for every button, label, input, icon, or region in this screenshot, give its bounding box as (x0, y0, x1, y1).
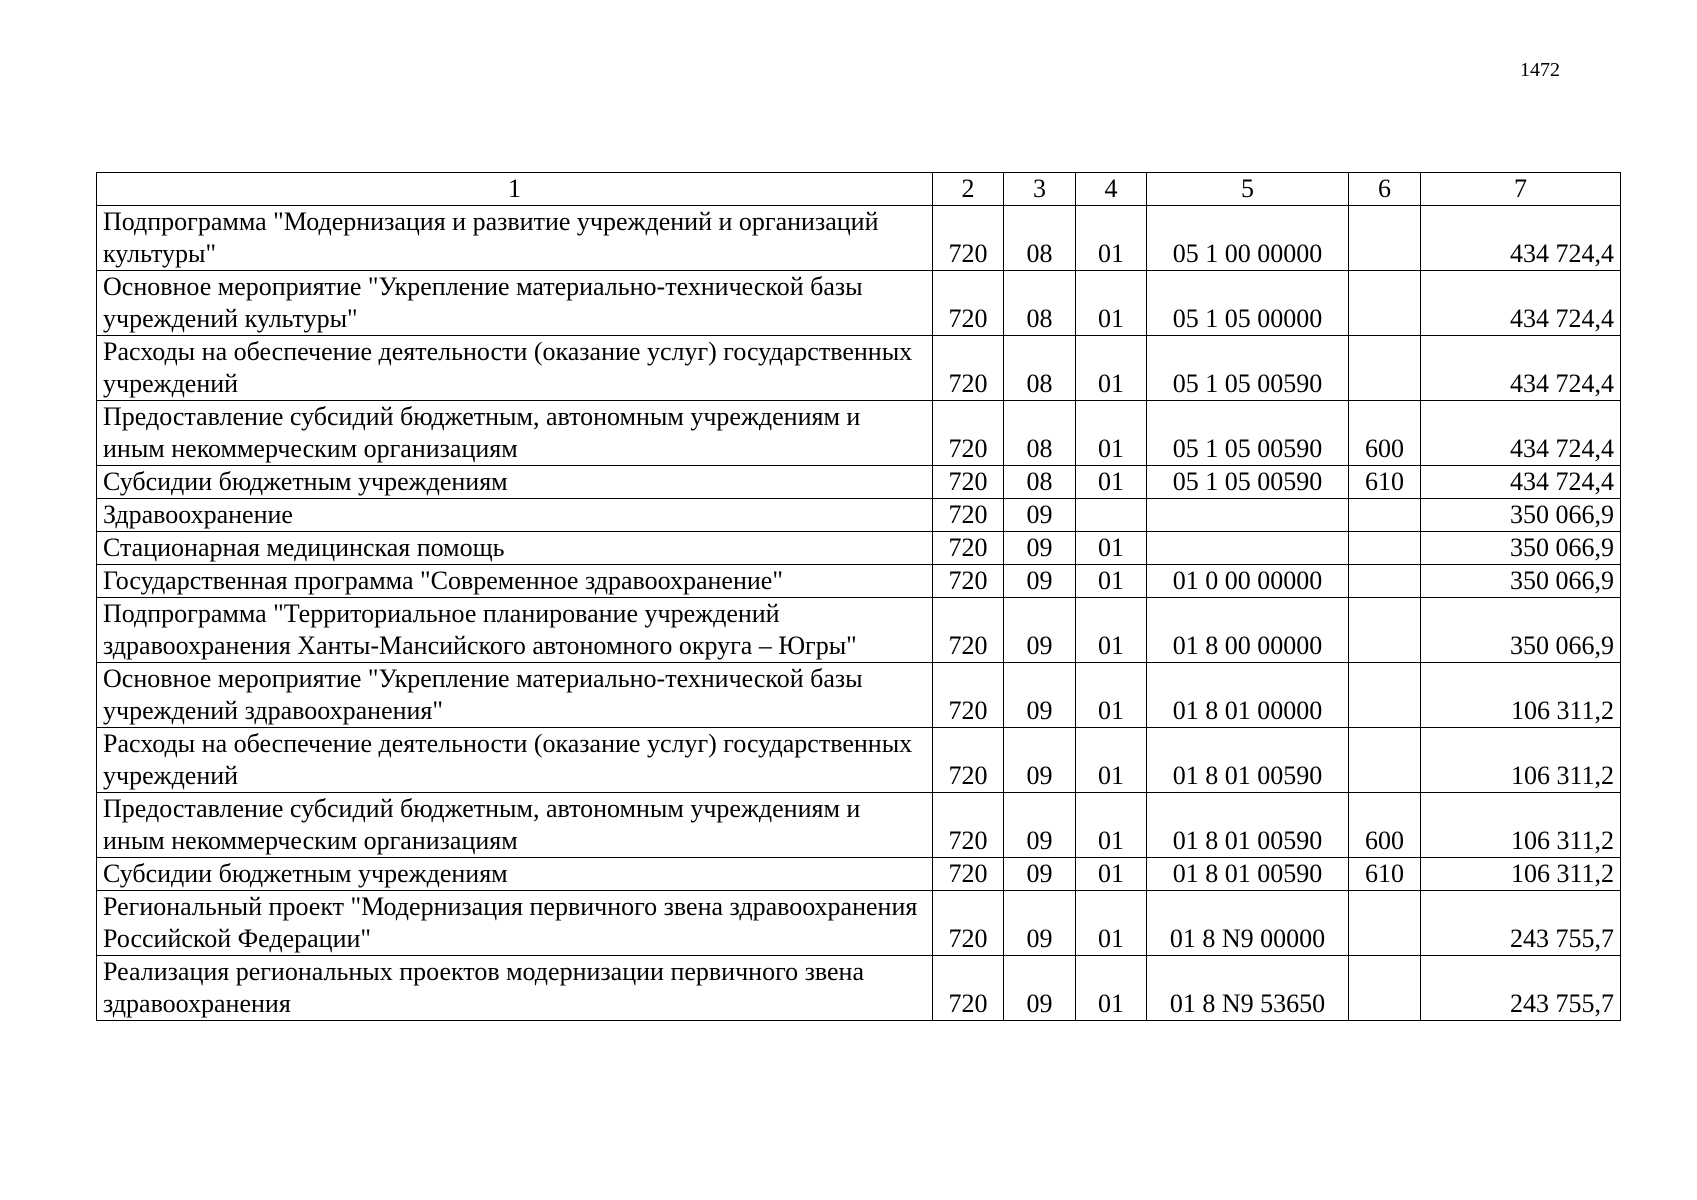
row-col-5 (1147, 499, 1349, 532)
row-amount: 434 724,4 (1421, 206, 1621, 271)
row-amount: 106 311,2 (1421, 663, 1621, 728)
row-amount: 434 724,4 (1421, 466, 1621, 499)
table-row (97, 336, 1621, 401)
row-col-2: 720 (933, 793, 1004, 858)
row-col-5: 01 8 01 00000 (1147, 663, 1349, 728)
row-name: Расходы на обеспечение деятельности (оказание услуг) государственных учреждений (97, 728, 933, 793)
row-col-4: 01 (1076, 891, 1147, 956)
column-header-1: 1 (97, 173, 933, 206)
row-amount: 106 311,2 (1421, 793, 1621, 858)
row-name: Подпрограмма "Территориальное планирование учреждений здравоохранения Ханты-Мансийского автономного округа – Югры" (97, 598, 933, 663)
table-row (97, 466, 1621, 499)
row-name: Здравоохранение (97, 499, 933, 532)
row-col-6: 600 (1349, 793, 1421, 858)
row-col-4: 01 (1076, 793, 1147, 858)
row-col-2: 720 (933, 598, 1004, 663)
row-name: Предоставление субсидий бюджетным, автономным учреждениям и иным некоммерческим организациям (97, 793, 933, 858)
table-row (97, 663, 1621, 728)
row-col-2: 720 (933, 891, 1004, 956)
row-col-3: 08 (1004, 466, 1076, 499)
row-col-4: 01 (1076, 858, 1147, 891)
row-col-6 (1349, 336, 1421, 401)
row-col-3: 09 (1004, 663, 1076, 728)
row-col-6 (1349, 565, 1421, 598)
row-amount: 243 755,7 (1421, 956, 1621, 1021)
table-row (97, 271, 1621, 336)
row-col-4: 01 (1076, 271, 1147, 336)
row-name: Предоставление субсидий бюджетным, автономным учреждениям и иным некоммерческим организациям (97, 401, 933, 466)
row-name: Реализация региональных проектов модернизации первичного звена здравоохранения (97, 956, 933, 1021)
row-col-2: 720 (933, 401, 1004, 466)
table-row (97, 956, 1621, 1021)
row-amount: 350 066,9 (1421, 565, 1621, 598)
row-col-6 (1349, 532, 1421, 565)
row-col-4: 01 (1076, 401, 1147, 466)
table-row (97, 891, 1621, 956)
row-col-4: 01 (1076, 663, 1147, 728)
table-row (97, 598, 1621, 663)
row-col-5: 05 1 05 00590 (1147, 466, 1349, 499)
row-name: Основное мероприятие "Укрепление материально-технической базы учреждений культуры" (97, 271, 933, 336)
row-col-5 (1147, 532, 1349, 565)
row-name: Региональный проект "Модернизация первичного звена здравоохранения Российской Федерации" (97, 891, 933, 956)
row-name: Государственная программа "Современное здравоохранение" (97, 565, 933, 598)
row-amount: 106 311,2 (1421, 858, 1621, 891)
row-col-4: 01 (1076, 598, 1147, 663)
row-amount: 434 724,4 (1421, 271, 1621, 336)
header-row (97, 173, 1621, 206)
row-col-4: 01 (1076, 206, 1147, 271)
row-col-5: 05 1 05 00590 (1147, 401, 1349, 466)
row-name: Субсидии бюджетным учреждениям (97, 466, 933, 499)
row-col-3: 09 (1004, 598, 1076, 663)
row-name: Подпрограмма "Модернизация и развитие учреждений и организаций культуры" (97, 206, 933, 271)
row-col-5: 05 1 05 00590 (1147, 336, 1349, 401)
row-col-5: 01 8 01 00590 (1147, 793, 1349, 858)
row-col-4: 01 (1076, 565, 1147, 598)
row-col-2: 720 (933, 565, 1004, 598)
table-row (97, 532, 1621, 565)
row-col-2: 720 (933, 466, 1004, 499)
row-col-4: 01 (1076, 956, 1147, 1021)
row-col-2: 720 (933, 663, 1004, 728)
row-col-6 (1349, 891, 1421, 956)
row-col-3: 09 (1004, 793, 1076, 858)
row-col-4: 01 (1076, 466, 1147, 499)
row-col-4 (1076, 499, 1147, 532)
row-col-6 (1349, 956, 1421, 1021)
row-col-5: 01 8 N9 53650 (1147, 956, 1349, 1021)
table-row (97, 793, 1621, 858)
table-row (97, 728, 1621, 793)
column-header-3: 3 (1004, 173, 1076, 206)
row-col-5: 01 8 00 00000 (1147, 598, 1349, 663)
column-header-6: 6 (1349, 173, 1421, 206)
row-col-3: 08 (1004, 336, 1076, 401)
row-col-6 (1349, 499, 1421, 532)
row-col-6 (1349, 663, 1421, 728)
row-col-6: 600 (1349, 401, 1421, 466)
row-col-6 (1349, 206, 1421, 271)
row-col-3: 09 (1004, 565, 1076, 598)
table-row (97, 401, 1621, 466)
row-col-5: 05 1 05 00000 (1147, 271, 1349, 336)
column-header-2: 2 (933, 173, 1004, 206)
row-col-5: 01 8 01 00590 (1147, 858, 1349, 891)
budget-table (96, 172, 1621, 1021)
row-col-2: 720 (933, 728, 1004, 793)
row-col-6: 610 (1349, 466, 1421, 499)
table-row (97, 565, 1621, 598)
table-row (97, 858, 1621, 891)
row-col-5: 05 1 00 00000 (1147, 206, 1349, 271)
table-row (97, 499, 1621, 532)
row-amount: 243 755,7 (1421, 891, 1621, 956)
row-col-2: 720 (933, 206, 1004, 271)
row-col-3: 09 (1004, 956, 1076, 1021)
table-row (97, 206, 1621, 271)
row-name: Расходы на обеспечение деятельности (оказание услуг) государственных учреждений (97, 336, 933, 401)
row-col-5: 01 0 00 00000 (1147, 565, 1349, 598)
row-amount: 350 066,9 (1421, 499, 1621, 532)
row-col-4: 01 (1076, 532, 1147, 565)
row-col-2: 720 (933, 858, 1004, 891)
row-col-5: 01 8 N9 00000 (1147, 891, 1349, 956)
row-amount: 434 724,4 (1421, 401, 1621, 466)
row-col-3: 09 (1004, 499, 1076, 532)
row-name: Основное мероприятие "Укрепление материально-технической базы учреждений здравоохранения" (97, 663, 933, 728)
row-col-2: 720 (933, 271, 1004, 336)
row-col-6 (1349, 728, 1421, 793)
row-name: Стационарная медицинская помощь (97, 532, 933, 565)
row-col-3: 09 (1004, 532, 1076, 565)
row-col-6: 610 (1349, 858, 1421, 891)
page-number: 1472 (1520, 59, 1560, 81)
row-amount: 434 724,4 (1421, 336, 1621, 401)
row-col-6 (1349, 271, 1421, 336)
row-col-3: 09 (1004, 891, 1076, 956)
row-col-3: 09 (1004, 858, 1076, 891)
row-col-3: 08 (1004, 401, 1076, 466)
row-col-2: 720 (933, 336, 1004, 401)
row-col-6 (1349, 598, 1421, 663)
row-col-4: 01 (1076, 728, 1147, 793)
row-amount: 350 066,9 (1421, 532, 1621, 565)
row-col-5: 01 8 01 00590 (1147, 728, 1349, 793)
row-name: Субсидии бюджетным учреждениям (97, 858, 933, 891)
row-col-2: 720 (933, 956, 1004, 1021)
row-col-3: 08 (1004, 271, 1076, 336)
row-col-2: 720 (933, 499, 1004, 532)
row-col-2: 720 (933, 532, 1004, 565)
row-amount: 350 066,9 (1421, 598, 1621, 663)
row-col-3: 08 (1004, 206, 1076, 271)
column-header-4: 4 (1076, 173, 1147, 206)
row-col-3: 09 (1004, 728, 1076, 793)
row-col-4: 01 (1076, 336, 1147, 401)
column-header-5: 5 (1147, 173, 1349, 206)
column-header-7: 7 (1421, 173, 1621, 206)
row-amount: 106 311,2 (1421, 728, 1621, 793)
